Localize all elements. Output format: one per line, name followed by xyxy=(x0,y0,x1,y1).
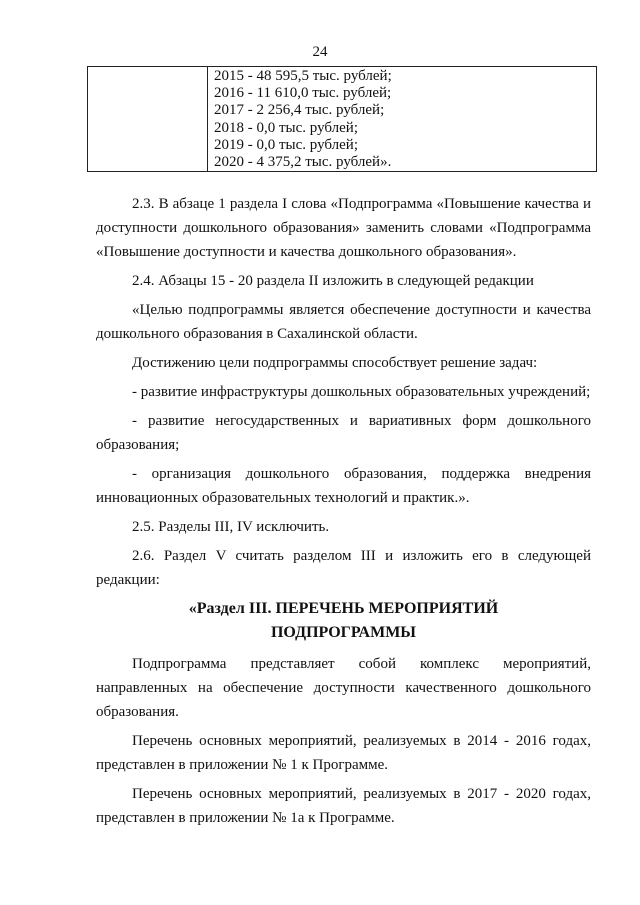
paragraph-2-5: 2.5. Разделы III, IV исключить. xyxy=(132,519,330,535)
paragraph-tasks-intro: Достижению цели подпрограммы способствует решение задач: xyxy=(132,355,538,371)
task-item-1: - развитие инфраструктуры дошкольных образовательных учреждений; xyxy=(132,384,591,400)
paragraph-program-description: Подпрограмма представляет собой комплекс мероприятий, направленных на обеспечение доступности качественного дошкольного образования. xyxy=(96,656,591,720)
section-heading-line2: ПОДПРОГРАММЫ xyxy=(270,624,417,641)
paragraph-list-2017-2020: Перечень основных мероприятий, реализуемых в 2017 - 2020 годах, представлен в приложении № 1а к Программе. xyxy=(96,786,591,826)
table-column-divider xyxy=(207,67,208,171)
paragraph-2-3: 2.3. В абзаце 1 раздела I слова «Подпрограмма «Повышение качества и доступности дошкольного образования» заменить словами «Подпрограмма «Повышение доступности и качества дошкольного образования». xyxy=(96,196,591,260)
budget-line-2015: 2015 - 48 595,5 тыс. рублей; xyxy=(214,68,392,84)
budget-line-2017: 2017 - 2 256,4 тыс. рублей; xyxy=(214,102,385,119)
budget-line-2020: 2020 - 4 375,2 тыс. рублей». xyxy=(214,154,392,171)
page-number: 24 xyxy=(312,44,328,60)
budget-line-2019: 2019 - 0,0 тыс. рублей; xyxy=(214,136,358,153)
task-item-2: - развитие негосударственных и вариативных форм дошкольного образования; xyxy=(96,413,591,453)
section-heading-line1: «Раздел III. ПЕРЕЧЕНЬ МЕРОПРИЯТИЙ xyxy=(188,600,499,617)
document-body xyxy=(96,192,591,835)
budget-line-2018: 2018 - 0,0 тыс. рублей; xyxy=(214,119,358,136)
paragraph-list-2014-2016: Перечень основных мероприятий, реализуемых в 2014 - 2016 годах, представлен в приложении № 1 к Программе. xyxy=(96,733,591,773)
paragraph-2-4: 2.4. Абзацы 15 - 20 раздела II изложить в следующей редакции xyxy=(132,273,534,289)
budget-lines xyxy=(214,68,392,171)
budget-table xyxy=(87,66,597,172)
paragraph-goal: «Целью подпрограммы является обеспечение доступности и качества дошкольного образования в Сахалинской области. xyxy=(96,302,591,342)
budget-line-2016: 2016 - 11 610,0 тыс. рублей; xyxy=(214,85,392,102)
task-item-3: - организация дошкольного образования, поддержка внедрения инновационных образовательных технологий и практик.». xyxy=(96,466,591,506)
paragraph-2-6: 2.6. Раздел V считать разделом III и изложить его в следующей редакции: xyxy=(96,548,591,588)
